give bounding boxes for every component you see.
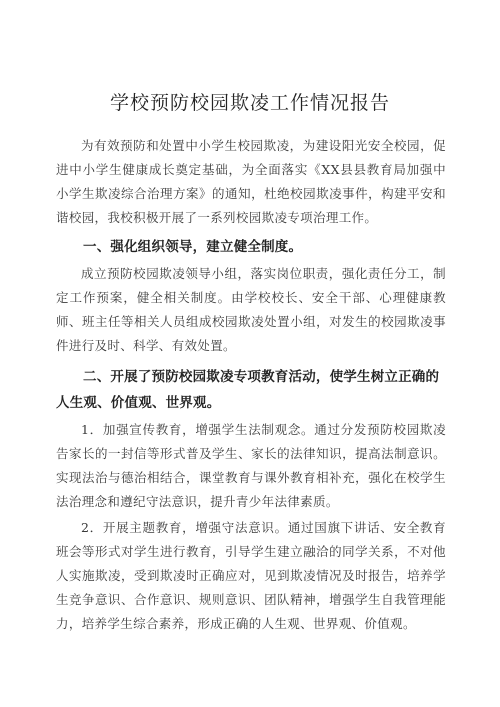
section-2-heading: 二、开展了预防校园欺凌专项教育活动，使学生树立正确的人生观、价值观、世界观。 (56, 369, 440, 411)
section-1-paragraph: 成立预防校园欺凌领导小组，落实岗位职责，强化责任分工，制定工作预案，健全相关制度。由学校校长、安全干部、心理健康教师、班主任等相关人员组成校园欺凌处置小组，对发生的校园欺凌事件进行及时、科学、有效处置。 (56, 266, 446, 353)
document-title: 学校预防校园欺凌工作情况报告 (109, 92, 390, 114)
section-1-heading: 一、强化组织领导，建立健全制度。 (83, 239, 303, 255)
section-2-paragraph-1: 1．加强宣传教育，增强学生法制观念。通过分发预防校园欺凌告家长的一封信等形式普及学生、家长的法律知识，提高法制意识。实现法治与德治相结合，课堂教育与课外教育相补充，强化在校学生法治理念和遵纪守法意识，提升青少年法律素质。 (56, 422, 446, 509)
document-body (56, 134, 446, 636)
section-2-paragraph-2: 2．开展主题教育，增强守法意识。通过国旗下讲话、安全教育班会等形式对学生进行教育，引导学生建立融洽的同学关系，不对他人实施欺凌，受到欺凌时正确应对，见到欺凌情况及时报告，培养学生竞争意识、合作意识、规则意识、团队精神，增强学生自我管理能力，培养学生综合素养，形成正确的人生观、世界观、价值观。 (56, 520, 446, 631)
intro-paragraph: 为有效预防和处置中小学生校园欺凌，为建设阳光安全校园，促进中小学生健康成长奠定基础，为全面落实《XX县县教育局加强中小学生欺凌综合治理方案》的通知，杜绝校园欺凌事件，构建平安和谐校园，我校积极开展了一系列校园欺凌专项治理工作。 (56, 138, 446, 225)
